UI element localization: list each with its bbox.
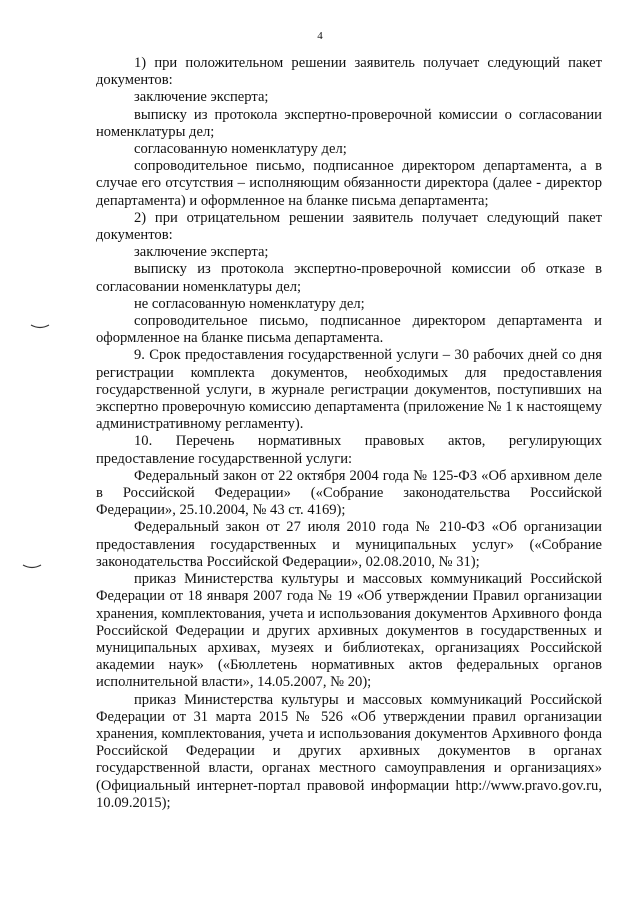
legal-act-order-526: приказ Министерства культуры и массовых коммуникаций Российской Федерации от 31 марта 2015 № 526 «Об утверждении правил организации хранения, комплектования, учета и использования документов Архивного фонда Российской Федерации и других архивных документов в органах государственной власти, органах местного самоуправления и организациях» (Официальный интернет-портал правовой информации http://www.pravo.gov.ru, 10.09.2015); [96, 691, 602, 811]
paragraph-negative-decision: 2) при отрицательном решении заявитель получает следующий пакет документов: [96, 209, 602, 244]
paragraph-positive-decision: 1) при положительном решении заявитель получает следующий пакет документов: [96, 55, 602, 89]
list-item-expert-conclusion-negative: заключение эксперта; [134, 244, 269, 261]
list-item-cover-letter-positive: сопроводительное письмо, подписанное директором департамента, а в случае его отсутствия – исполняющим обязанности директора (далее - директор департамента) и оформленное на бланке письма департамента; [96, 158, 602, 209]
list-item-unapproved-nomenclature: не согласованную номенклатуру дел; [134, 295, 365, 312]
paragraph-service-term: 9. Срок предоставления государственной услуги – 30 рабочих дней со дня регистрации комплекта документов, необходимых для предоставления государственной услуги, в журнале регистрации документов, поступивших на экспертно проверочную комиссию департамента (приложение № 1 к настоящему административному регламенту). [96, 347, 602, 433]
document-body [96, 55, 602, 812]
list-item-expert-conclusion: заключение эксперта; [134, 89, 269, 106]
legal-act-federal-law-210: Федеральный закон от 27 июля 2010 года № 210-ФЗ «Об организации предоставления государственных и муниципальных услуг» («Собрание законодательства Российской Федерации», 02.08.2010, № 31); [96, 519, 602, 570]
list-item-protocol-extract-refusal: выписку из протокола экспертно-проверочной комиссии об отказе в согласовании номенклатуры дел; [96, 261, 602, 295]
list-item-cover-letter-negative: сопроводительное письмо, подписанное директором департамента и оформленное на бланке письма департамента. [96, 313, 602, 347]
paragraph-legal-acts-heading: 10. Перечень нормативных правовых актов, регулирующих предоставление государственной услуги: [96, 433, 602, 467]
margin-mark-lower [22, 563, 42, 571]
legal-act-order-19: приказ Министерства культуры и массовых коммуникаций Российской Федерации от 18 января 2007 года № 19 «Об утверждении Правил организации хранения, комплектования, учета и использования документов Архивного фонда Российской Федерации и других архивных документов в государственных и муниципальных архивах, музеях и библиотеках, организациях Российской академии наук» («Бюллетень нормативных актов федеральных органов исполнительной власти», 14.05.2007, № 20); [96, 571, 602, 691]
page-number: 4 [317, 30, 323, 42]
list-item-protocol-extract-approval: выписку из протокола экспертно-проверочной комиссии о согласовании номенклатуры дел; [96, 106, 602, 140]
list-item-approved-nomenclature: согласованную номенклатуру дел; [134, 141, 347, 158]
legal-act-federal-law-125: Федеральный закон от 22 октября 2004 года № 125-ФЗ «Об архивном деле в Российской Федерации» («Собрание законодательства Российской Федерации», 25.10.2004, № 43 ст. 4169); [96, 467, 602, 519]
margin-mark-upper [30, 323, 50, 331]
